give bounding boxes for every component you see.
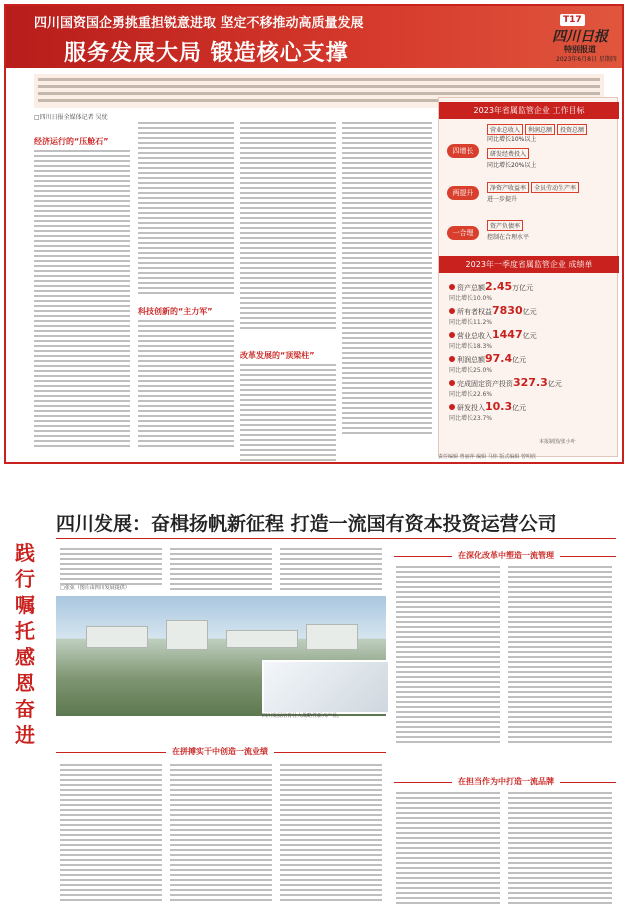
title-rule xyxy=(56,538,616,539)
kpi-owner-equity: 所有者权益7830亿元 同比增长11.2% xyxy=(449,304,537,326)
article-column-3 xyxy=(240,122,336,332)
goal-item: 资产负债率 xyxy=(487,220,525,231)
panel-title-results: 2023年一季度省属监管企业 成绩单 xyxy=(439,256,619,273)
goal-item: 进一步提升 xyxy=(487,196,518,203)
goal-item: 研发经费投入 xyxy=(487,148,531,159)
article-column-1 xyxy=(34,150,130,450)
lab-inset-photo xyxy=(262,660,390,714)
goal-item: 同比增长10%以上 xyxy=(487,136,537,143)
bottom-column-4 xyxy=(60,764,162,904)
section-heading-management: 在深化改革中塑造一流管理 xyxy=(452,550,560,561)
section-heading-2: 科技创新的“主力军” xyxy=(138,307,213,316)
goal-label-two-improve: 两提升 xyxy=(447,186,479,200)
bottom-column-10 xyxy=(508,792,612,907)
bottom-column-3 xyxy=(280,548,382,593)
goal-item: 营业总收入 利润总额 投资总额 xyxy=(487,124,589,135)
bottom-column-9 xyxy=(396,792,500,907)
kpi-fixed-investment: 完成固定资产投资327.3亿元 同比增长22.6% xyxy=(449,376,562,398)
page-tag: T17 xyxy=(560,14,585,26)
goal-item: 净资产收益率 全员劳动生产率 xyxy=(487,182,581,193)
panel-title-goals: 2023年省属监管企业 工作目标 xyxy=(439,102,619,119)
bottom-column-5 xyxy=(170,764,272,904)
article-column-2b xyxy=(138,320,234,450)
goal-label-four-growth: 四增长 xyxy=(447,144,479,158)
editor-credit: 责任编辑 曾丽萍 编辑 马炜 版式编辑 曾明欣 xyxy=(438,454,536,460)
article-column-2 xyxy=(138,122,234,297)
bottom-article-title: 四川发展：奋楫扬帆新征程 打造一流国有资本投资运营公司 xyxy=(56,513,557,535)
photo-credit: □张弦（图片由四川发展提供） xyxy=(60,585,130,591)
kpi-profit: 利润总额97.4亿元 同比增长25.0% xyxy=(449,352,527,374)
kpi-total-assets: 资产总额2.45万亿元 同比增长10.0% xyxy=(449,280,534,302)
article-column-3b xyxy=(240,364,336,464)
goal-item: 控制在合理水平 xyxy=(487,234,530,241)
bottom-column-8 xyxy=(508,566,612,746)
bottom-column-7 xyxy=(396,566,500,746)
special-report-label: 特别报道 xyxy=(564,45,596,54)
issue-date: 2023年6月8日 星期四 xyxy=(556,56,617,63)
chart-source: 本报制图/张小叶 xyxy=(539,439,576,445)
section-heading-1: 经济运行的“压舱石” xyxy=(34,137,109,146)
infographic-panel xyxy=(438,97,618,457)
photo-caption: 四川发展培育壮大战略性新兴产业。 xyxy=(262,713,343,719)
kpi-rd-investment: 研发投入10.3亿元 同比增长23.7% xyxy=(449,400,527,422)
bottom-column-2 xyxy=(170,548,272,593)
header-title: 服务发展大局 锻造核心支撑 xyxy=(64,41,349,66)
vertical-slogan: 践行嘱托感恩奋进 xyxy=(15,541,35,747)
kpi-revenue: 营业总收入1447亿元 同比增长18.3% xyxy=(449,328,537,350)
goal-item: 同比增长20%以上 xyxy=(487,162,537,169)
goal-label-one-reasonable: 一合理 xyxy=(447,226,479,240)
section-heading-performance: 在拼搏实干中创造一流业绩 xyxy=(166,746,274,757)
header-subtitle: 四川国资国企勇挑重担锐意进取 坚定不移推动高质量发展 xyxy=(34,16,364,31)
bottom-column-1 xyxy=(60,548,162,588)
byline: □四川日报全媒体记者 吴忧 xyxy=(34,114,108,121)
section-heading-3: 改革发展的“顶梁柱” xyxy=(240,351,315,360)
paper-name: 四川日报 xyxy=(552,29,608,45)
article-column-4 xyxy=(342,122,432,437)
bottom-column-6 xyxy=(280,764,382,904)
section-heading-brand: 在担当作为中打造一流品牌 xyxy=(452,776,560,787)
